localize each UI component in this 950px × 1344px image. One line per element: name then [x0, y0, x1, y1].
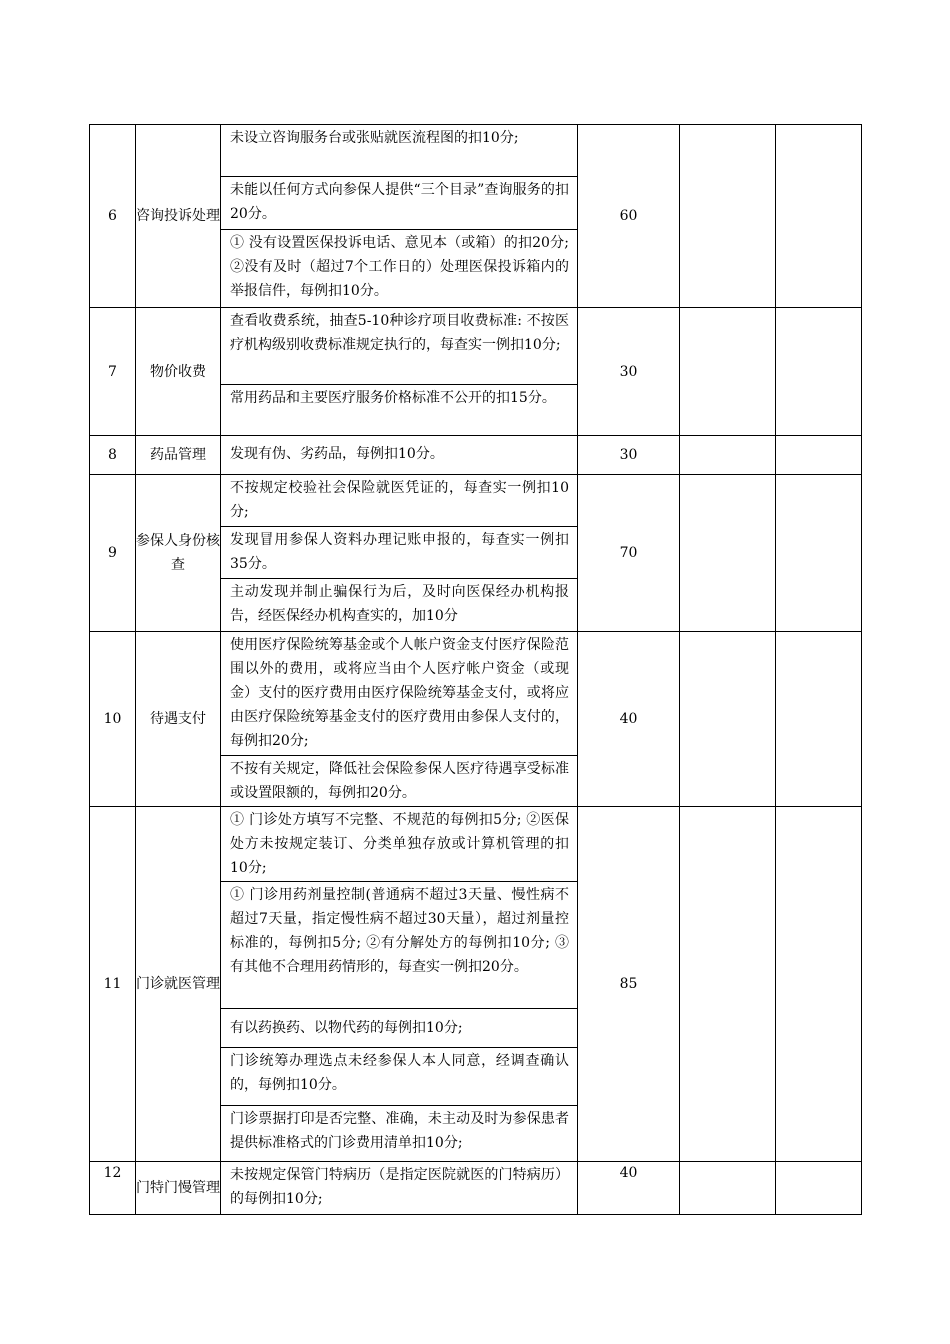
criterion-text: ① 门诊处方填写不完整、不规范的每例扣5分; ②医保处方未按规定装订、分类单独存放或计算机管理的扣10分;: [230, 812, 569, 876]
criterion-text: 不按有关规定，降低社会保险参保人医疗待遇享受标准或设置限额的，每例扣20分。: [221, 755, 577, 806]
blank-cell: [680, 308, 776, 436]
blank-cell: [680, 807, 776, 1162]
row-number: 9: [90, 475, 136, 632]
criterion-text: 发现冒用参保人资料办理记账申报的，每查实一例扣35分。: [221, 526, 577, 578]
blank-cell: [776, 125, 862, 308]
score-value: 30: [578, 436, 680, 475]
blank-cell: [680, 436, 776, 475]
criterion-text: 常用药品和主要医疗服务价格标准不公开的扣15分。: [221, 384, 577, 435]
criteria-cell: [221, 125, 578, 308]
criterion-text: 发现有伪、劣药品，每例扣10分。: [230, 446, 444, 462]
row-number: 6: [90, 125, 136, 308]
criterion-text: 主动发现并制止骗保行为后，及时向医保经办机构报告，经医保经办机构查实的，加10分: [221, 578, 577, 631]
blank-cell: [680, 125, 776, 308]
blank-cell: [776, 308, 862, 436]
blank-cell: [776, 1162, 862, 1215]
blank-cell: [680, 632, 776, 807]
criteria-cell: [221, 1162, 578, 1215]
score-value: 40: [578, 1162, 680, 1215]
category-name: 待遇支付: [136, 632, 221, 807]
blank-cell: [776, 475, 862, 632]
criterion-text: 不按规定校验社会保险就医凭证的，每查实一例扣10分;: [230, 480, 569, 520]
score-value: 30: [578, 308, 680, 436]
row-number: 8: [90, 436, 136, 475]
row-number: 10: [90, 632, 136, 807]
criterion-text: 使用医疗保险统筹基金或个人帐户资金支付医疗保险范围以外的费用，或将应当由个人医疗帐户资金（或现金）支付的医疗费用由医疗保险统筹基金支付，或将应由医疗保险统筹基金支付的医疗费用由参保人支付的，每例扣20分;: [230, 637, 569, 749]
category-name: 药品管理: [136, 436, 221, 475]
category-name: 门特门慢管理: [136, 1162, 221, 1215]
score-value: 40: [578, 632, 680, 807]
table-row: [90, 1162, 862, 1215]
criterion-text: 有以药换药、以物代药的每例扣10分;: [221, 1008, 577, 1047]
table-row: [90, 125, 862, 308]
category-name: 咨询投诉处理: [136, 125, 221, 308]
category-name: 物价收费: [136, 308, 221, 436]
blank-cell: [680, 475, 776, 632]
criterion-text: 未能以任何方式向参保人提供“三个目录”查询服务的扣20分。: [221, 176, 577, 229]
category-name: 参保人身份核查: [136, 475, 221, 632]
category-name: 门诊就医管理: [136, 807, 221, 1162]
score-value: 85: [578, 807, 680, 1162]
criteria-cell: [221, 807, 578, 1162]
table-row: [90, 436, 862, 475]
criterion-text: 未设立咨询服务台或张贴就医流程图的扣10分;: [230, 130, 519, 146]
score-value: 70: [578, 475, 680, 632]
table-row: [90, 475, 862, 632]
scoring-table: [89, 124, 862, 1215]
criterion-text: 未按规定保管门特病历（是指定医院就医的门特病历）的每例扣10分;: [230, 1167, 569, 1207]
blank-cell: [776, 436, 862, 475]
score-value: 60: [578, 125, 680, 308]
criteria-cell: [221, 632, 578, 807]
blank-cell: [776, 807, 862, 1162]
blank-cell: [680, 1162, 776, 1215]
row-number: 11: [90, 807, 136, 1162]
criterion-text: 门诊票据打印是否完整、准确，未主动及时为参保患者提供标准格式的门诊费用清单扣10分;: [221, 1105, 577, 1160]
table-row: [90, 632, 862, 807]
criteria-cell: [221, 475, 578, 632]
criterion-text: 门诊统筹办理选点未经参保人本人同意，经调查确认的，每例扣10分。: [221, 1047, 577, 1105]
blank-cell: [776, 632, 862, 807]
criteria-cell: [221, 436, 578, 475]
criteria-cell: [221, 308, 578, 436]
table-row: [90, 308, 862, 436]
criterion-text: ① 没有设置医保投诉电话、意见本（或箱）的扣20分; ②没有及时（超过7个工作日的）处理医保投诉箱内的举报信件，每例扣10分。: [221, 229, 577, 307]
criterion-text: ① 门诊用药剂量控制(普通病不超过3天量、慢性病不超过7天量，指定慢性病不超过30天量），超过剂量控标准的，每例扣5分; ②有分解处方的每例扣10分; ③有其他不合理用药情形的，每查实一例扣20分。: [221, 881, 577, 1008]
row-number: 12: [90, 1162, 136, 1215]
row-number: 7: [90, 308, 136, 436]
criterion-text: 查看收费系统，抽查5-10种诊疗项目收费标准: 不按医疗机构级别收费标准规定执行的，每查实一例扣10分;: [230, 313, 569, 353]
table-row: [90, 807, 862, 1162]
